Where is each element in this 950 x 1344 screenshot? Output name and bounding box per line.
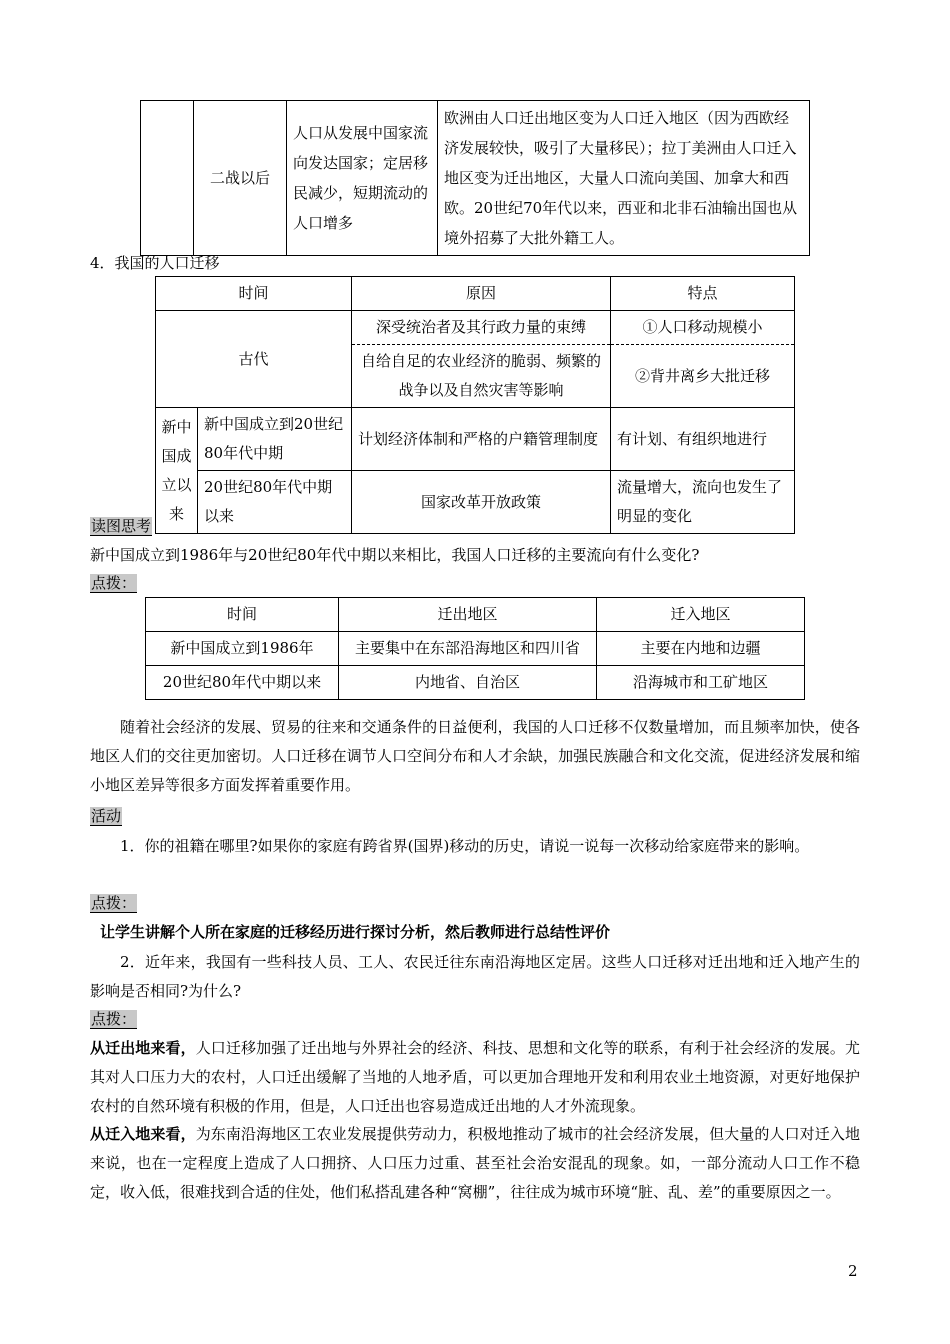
table-cell: 主要在内地和边疆 <box>597 632 805 666</box>
table-cell-feature: 有计划、有组织地进行 <box>611 408 795 471</box>
table-header: 迁出地区 <box>339 598 597 632</box>
table-cell-feature: 流量增大，流向也发生了明显的变化 <box>611 471 795 534</box>
table-cell-period: 20世纪80年代中期以来 <box>198 471 352 534</box>
page-number: 2 <box>848 1262 858 1280</box>
table-cell-reason: 国家改革开放政策 <box>352 471 611 534</box>
out-text: 人口迁移加强了迁出地与外界社会的经济、科技、思想和文化等的联系，有利于社会经济的发展。尤其对人口压力大的农村，人口迁出缓解了当地的人地矛盾，可以更加合理地开发和利用农业土地资源，对更好地保护农村的自然环境有积极的作用，但是，人口迁出也容易造成迁出地的人才外流现象。 <box>90 1039 860 1115</box>
table-cell: 沿海城市和工矿地区 <box>597 666 805 700</box>
table-cell: 20世纪80年代中期以来 <box>146 666 339 700</box>
table-cell-period: 二战以后 <box>194 101 287 256</box>
table-cell: 内地省、自治区 <box>339 666 597 700</box>
table-cell-feature: ②背井离乡大批迁移 <box>611 345 795 408</box>
table-cell-empty <box>141 101 194 256</box>
table-cell-modern: 新中国成立以来 <box>156 408 198 534</box>
table-cell-period: 新中国成立到20世纪80年代中期 <box>198 408 352 471</box>
table-header: 原因 <box>352 277 611 311</box>
tag-activity-label: 活动 <box>91 807 122 825</box>
paragraph-summary: 随着社会经济的发展、贸易的往来和交通条件的日益便利，我国的人口迁移不仅数量增加，而且频率加快，使各地区人们的交往更加密切。人口迁移在调节人口空间分布和人才余缺，加强民族融合和文化交流，促进经济发展和缩小地区差异等很多方面发挥着重要作用。 <box>90 718 860 794</box>
table-cell-reason: 自给自足的农业经济的脆弱、频繁的战争以及自然灾害等影响 <box>352 345 611 408</box>
table-postwar-migration <box>140 100 810 256</box>
in-label: 从迁入地来看， <box>90 1125 196 1143</box>
tag-hint-label: 点拨： <box>91 894 137 912</box>
table-cell-ancient: 古代 <box>156 311 352 408</box>
tag-hint-label: 点拨： <box>91 574 137 592</box>
table-cell-reason: 计划经济体制和严格的户籍管理制度 <box>352 408 611 471</box>
paragraph-in <box>90 1120 860 1207</box>
table-header: 时间 <box>156 277 352 311</box>
out-label: 从迁出地来看， <box>90 1039 196 1057</box>
paragraph-out <box>90 1034 860 1121</box>
table-china-migration <box>155 276 795 534</box>
table-cell: 主要集中在东部沿海地区和四川省 <box>339 632 597 666</box>
tag-activity <box>90 802 860 831</box>
table-cell-reason: 深受统治者及其行政力量的束缚 <box>352 311 611 345</box>
table-header: 特点 <box>611 277 795 311</box>
tag-read-label: 读图思考 <box>91 517 152 535</box>
question-1: 新中国成立到1986年与20世纪80年代中期以来相比，我国人口迁移的主要流向有什么变化? <box>90 546 700 564</box>
table-cell-features: 人口从发展中国家流向发达国家；定居移民减少，短期流动的人口增多 <box>287 101 438 256</box>
table-header: 时间 <box>146 598 339 632</box>
in-text: 为东南沿海地区工农业发展提供劳动力，积极地推动了城市的社会经济发展，但大量的人口对迁入地来说，也在一定程度上造成了人口拥挤、人口压力过重、甚至社会治安混乱的现象。如，一部分流动人口工作不稳定，收入低，很难找到合适的住处，他们私搭乱建各种“窝棚”，往往成为城市环境“脏、乱、差”的重要原因之一。 <box>90 1125 860 1201</box>
activity-question-2: 2．近年来，我国有一些科技人员、工人、农民迁往东南沿海地区定居。这些人口迁移对迁出地和迁入地产生的影响是否相同?为什么? <box>90 953 860 1000</box>
tag-hint-3 <box>90 1005 860 1034</box>
tag-hint-label: 点拨： <box>91 1010 137 1028</box>
table-header: 迁入地区 <box>597 598 805 632</box>
table-cell-feature: ①人口移动规模小 <box>611 311 795 345</box>
tag-hint-2 <box>90 889 860 918</box>
hint-teacher: 让学生讲解个人所在家庭的迁移经历进行探讨分析，然后教师进行总结性评价 <box>100 923 611 941</box>
activity-question-1: 1．你的祖籍在哪里?如果你的家庭有跨省界(国界)移动的历史，请说一说每一次移动给家庭带来的影响。 <box>120 837 810 855</box>
table-cell: 新中国成立到1986年 <box>146 632 339 666</box>
tag-read <box>90 512 860 541</box>
tag-hint-1 <box>90 569 860 598</box>
section-title: 4．我国的人口迁移 <box>90 254 220 272</box>
table-flow-direction <box>145 597 805 700</box>
table-cell-details: 欧洲由人口迁出地区变为人口迁入地区（因为西欧经济发展较快，吸引了大量移民）；拉丁美洲由人口迁入地区变为迁出地区，大量人口流向美国、加拿大和西欧。20世纪70年代以来，西亚和北非石油输出国也从境外招募了大批外籍工人。 <box>438 101 810 256</box>
